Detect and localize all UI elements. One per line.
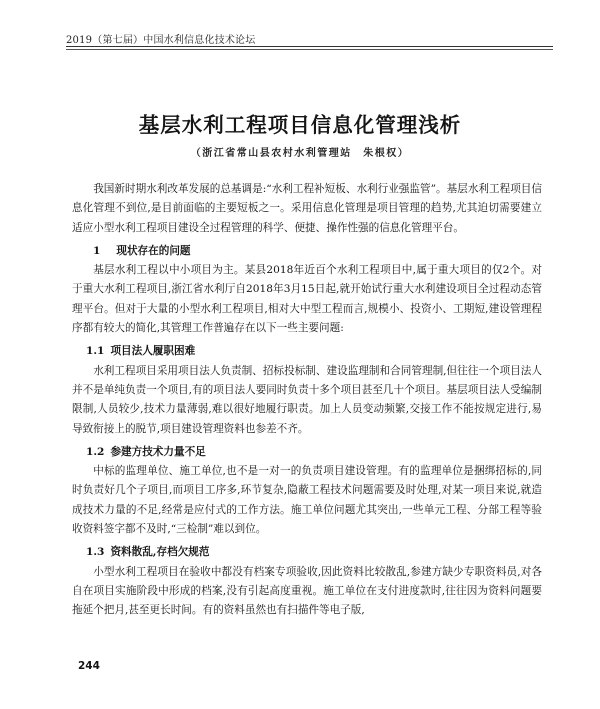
body-text [72,180,542,621]
intro-paragraph: 我国新时期水利改革发展的总基调是:“水利工程补短板、水利行业强监管”。基层水利工程项目信息化管理不到位,是目前面临的主要短板之一。采用信息化管理是项目管理的趋势,尤其迫切需要建立适应小型水利工程项目建设全过程管理的科学、便捷、操作性强的信息化管理平台。 [72,183,542,234]
subsection-heading-1-3 [72,543,542,562]
subsection-1-3-paragraph: 小型水利工程项目在验收中都没有档案专项验收,因此资料比较散乱,参建方缺少专职资料员,对各自在项目实施阶段中形成的档案,没有引起高度重视。施工单位在支付进度款时,往往因为资料问题要拖延个把月,甚至更长时间。有的资料虽然也有扫描件等电子版, [72,565,542,617]
subsection-number: 1.2 [86,445,105,458]
subsection-1-2-paragraph: 中标的监理单位、施工单位,也不是一对一的负责项目建设管理。有的监理单位是捆绑招标的,同时负责好几个子项目,而项目工序多,环节复杂,隐蔽工程技术问题需要及时处理,对某一项目来说,就造成技术力量的不足,经常是应付式的工作方法。施工单位问题尤其突出,一些单元工程、分部工程等验收资料签字都不及时,“三检制”难以到位。 [72,465,542,536]
subsection-title: 项目法人履职困难 [110,345,196,358]
section-heading-1 [72,242,542,261]
paper-title: 基层水利工程项目信息化管理浅析 [138,113,462,137]
subsection-heading-1-2 [72,443,542,462]
section-title: 现状存在的问题 [116,244,191,257]
section-number: 1 [93,244,101,257]
header-rule-thin [66,49,553,50]
page-number: 244 [78,660,100,672]
subsection-number: 1.1 [86,345,105,358]
subsection-title: 资料散乱,存档欠规范 [110,546,210,559]
author-affiliation: （浙江省常山县农村水利管理站 朱根权） [190,148,410,159]
section-1-paragraph: 基层水利工程以中小项目为主。某县2018年近百个水利工程项目中,属于重大项目的仅2个。对于重大水利工程项目,浙江省水利厅自2018年3月15日起,就开始试行重大水利建设项目全过程动态管理平台。但对于大量的小型水利工程项目,相对大中型工程而言,规模小、投资小、工期短,建设管理程序都有较大的简化,其管理工作普遍存在以下一些主要问题: [72,264,542,335]
subsection-title: 参建方技术力量不足 [110,445,206,458]
running-head: 2019（第七届）中国水利信息化技术论坛 [66,35,256,46]
subsection-number: 1.3 [86,546,105,559]
subsection-1-1-paragraph: 水利工程项目采用项目法人负责制、招标投标制、建设监理制和合同管理制,但往往一个项目法人并不是单纯负责一个项目,有的项目法人要同时负责十多个项目甚至几十个项目。基层项目法人受编制限制,人员较少,技术力量薄弱,难以很好地履行职责。加上人员变动频繁,交接工作不能按规定进行,易导致衔接上的脱节,项目建设管理资料也参差不齐。 [72,364,542,435]
header-rule [66,46,553,47]
subsection-heading-1-1 [72,342,542,361]
